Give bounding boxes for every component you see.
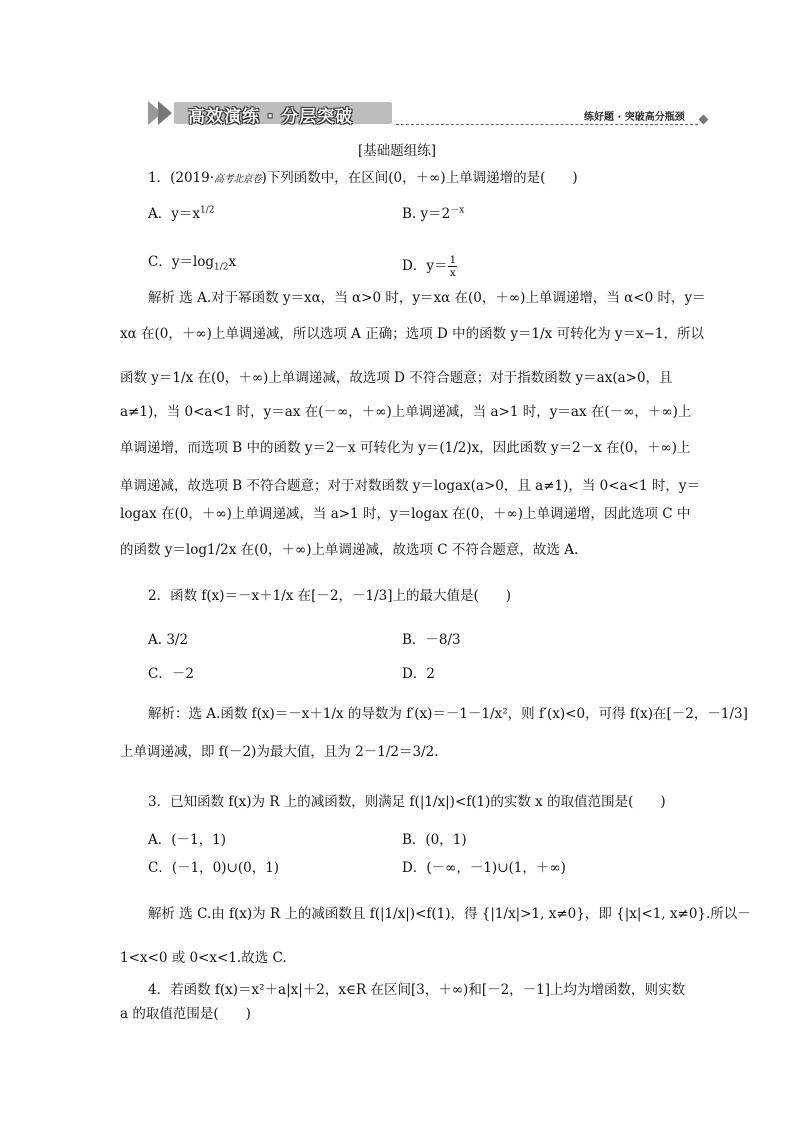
q3-solution-line: 1<x<0 或 0<x<1.故选 C. bbox=[120, 950, 287, 966]
q1-option-d: D．y＝ $\frac{1}{x}$ bbox=[402, 254, 457, 279]
q2-option-b: B．－8/3 bbox=[402, 632, 461, 648]
q2-option-d: D．2 bbox=[402, 666, 435, 682]
section-banner bbox=[148, 100, 396, 126]
chevron-right-icon bbox=[158, 101, 172, 125]
q1-option-b: B. $y=2^{-x}$ bbox=[402, 205, 465, 222]
q2-solution-line: 上单调递减，即 f(－2)为最大值，且为 2－1/2＝3/2. bbox=[120, 744, 439, 760]
q2-solution-line: 解析：选 A.函数 f(x)＝－x＋1/x 的导数为 f′(x)＝－1－1/x²，则 f′(x)<0，可得 f(x)在[－2，－1/3] bbox=[148, 706, 748, 722]
q2-option-c: C．－2 bbox=[148, 666, 194, 682]
q2-option-a: A. 3/2 bbox=[148, 632, 189, 648]
source-label: 高考北京卷 bbox=[214, 174, 262, 185]
q4-stem: 4．若函数 f(x)＝x²＋a|x|＋2，x∈R 在区间[3，＋∞)和[－2，－1]上均为增函数，则实数 bbox=[148, 982, 686, 998]
q1-stem: 1．(2019·高考北京卷)下列函数中，在区间(0，＋∞)上单调递增的是( ) bbox=[148, 170, 578, 186]
q1-solution-line: 单调递减，故选项 B 不符合题意；对于对数函数 y＝logax(a>0，且 a≠1)，当 0<a<1 时，y＝ bbox=[120, 478, 700, 494]
q3-option-d: D．(－∞，－1)∪(1，＋∞) bbox=[402, 860, 566, 876]
q1-solution-line: 单调递增，而选项 B 中的函数 y＝2－x 可转化为 y＝(1/2)x，因此函数 y＝2－x 在(0，＋∞)上 bbox=[120, 440, 691, 456]
q3-option-b: B．(0，1) bbox=[402, 832, 467, 848]
header-tagline: 练好题 · 突破高分瓶颈 bbox=[584, 112, 685, 123]
q4-stem-cont: a 的取值范围是( ) bbox=[120, 1006, 251, 1022]
q1-solution-line: 函数 y＝1/x 在(0，＋∞)上单调递减，故选项 D 不符合题意；对于指数函数 y＝ax(a>0，且 bbox=[120, 370, 673, 386]
header-rule bbox=[396, 124, 698, 125]
diamond-icon bbox=[699, 115, 709, 125]
q2-stem: 2．函数 f(x)＝－x＋1/x 在[－2，－1/3]上的最大值是( ) bbox=[148, 588, 512, 604]
q1-solution-line: a≠1)，当 0<a<1 时，y＝ax 在(－∞，＋∞)上单调递减，当 a>1 时，y＝ax 在(－∞，＋∞)上 bbox=[120, 404, 692, 420]
banner-title: 高效演练 · 分层突破 bbox=[188, 107, 354, 127]
q3-stem: 3．已知函数 f(x)为 R 上的减函数，则满足 f(|1/x|)<f(1)的实数 x 的取值范围是( ) bbox=[148, 794, 666, 810]
q3-solution-line: 解析 选 C.由 f(x)为 R 上的减函数且 f(|1/x|)<f(1)，得 {|1/x|>1, x≠0}，即 {|x|<1, x≠0}.所以－ bbox=[148, 906, 751, 922]
section-title: [基础题组练] bbox=[357, 143, 437, 159]
q1-solution-line: logax 在(0，＋∞)上单调递减，当 a>1 时，y＝logax 在(0，＋∞)上单调递增，因此选项 C 中 bbox=[120, 506, 691, 522]
q1-option-c: C．$y=\log_{1/2}x$ bbox=[148, 254, 237, 273]
q3-option-c: C．(－1，0)∪(0，1) bbox=[148, 860, 280, 876]
q1-solution-line: 解析 选 A.对于幂函数 y＝xα，当 α>0 时，y＝xα 在(0，＋∞)上单调递增，当 α<0 时，y＝ bbox=[148, 290, 706, 306]
q1-option-a: A．$y=x^{1/2}$ bbox=[148, 205, 215, 222]
q1-solution-line: 的函数 y＝log1/2x 在(0，＋∞)上单调递减，故选项 C 不符合题意，故选 A. bbox=[120, 542, 579, 558]
q1-solution-line: xα 在(0，＋∞)上单调递减，所以选项 A 正确；选项 D 中的函数 y＝1/x 可转化为 y＝x−1，所以 bbox=[120, 326, 705, 342]
q3-option-a: A．(－1，1) bbox=[148, 832, 226, 848]
